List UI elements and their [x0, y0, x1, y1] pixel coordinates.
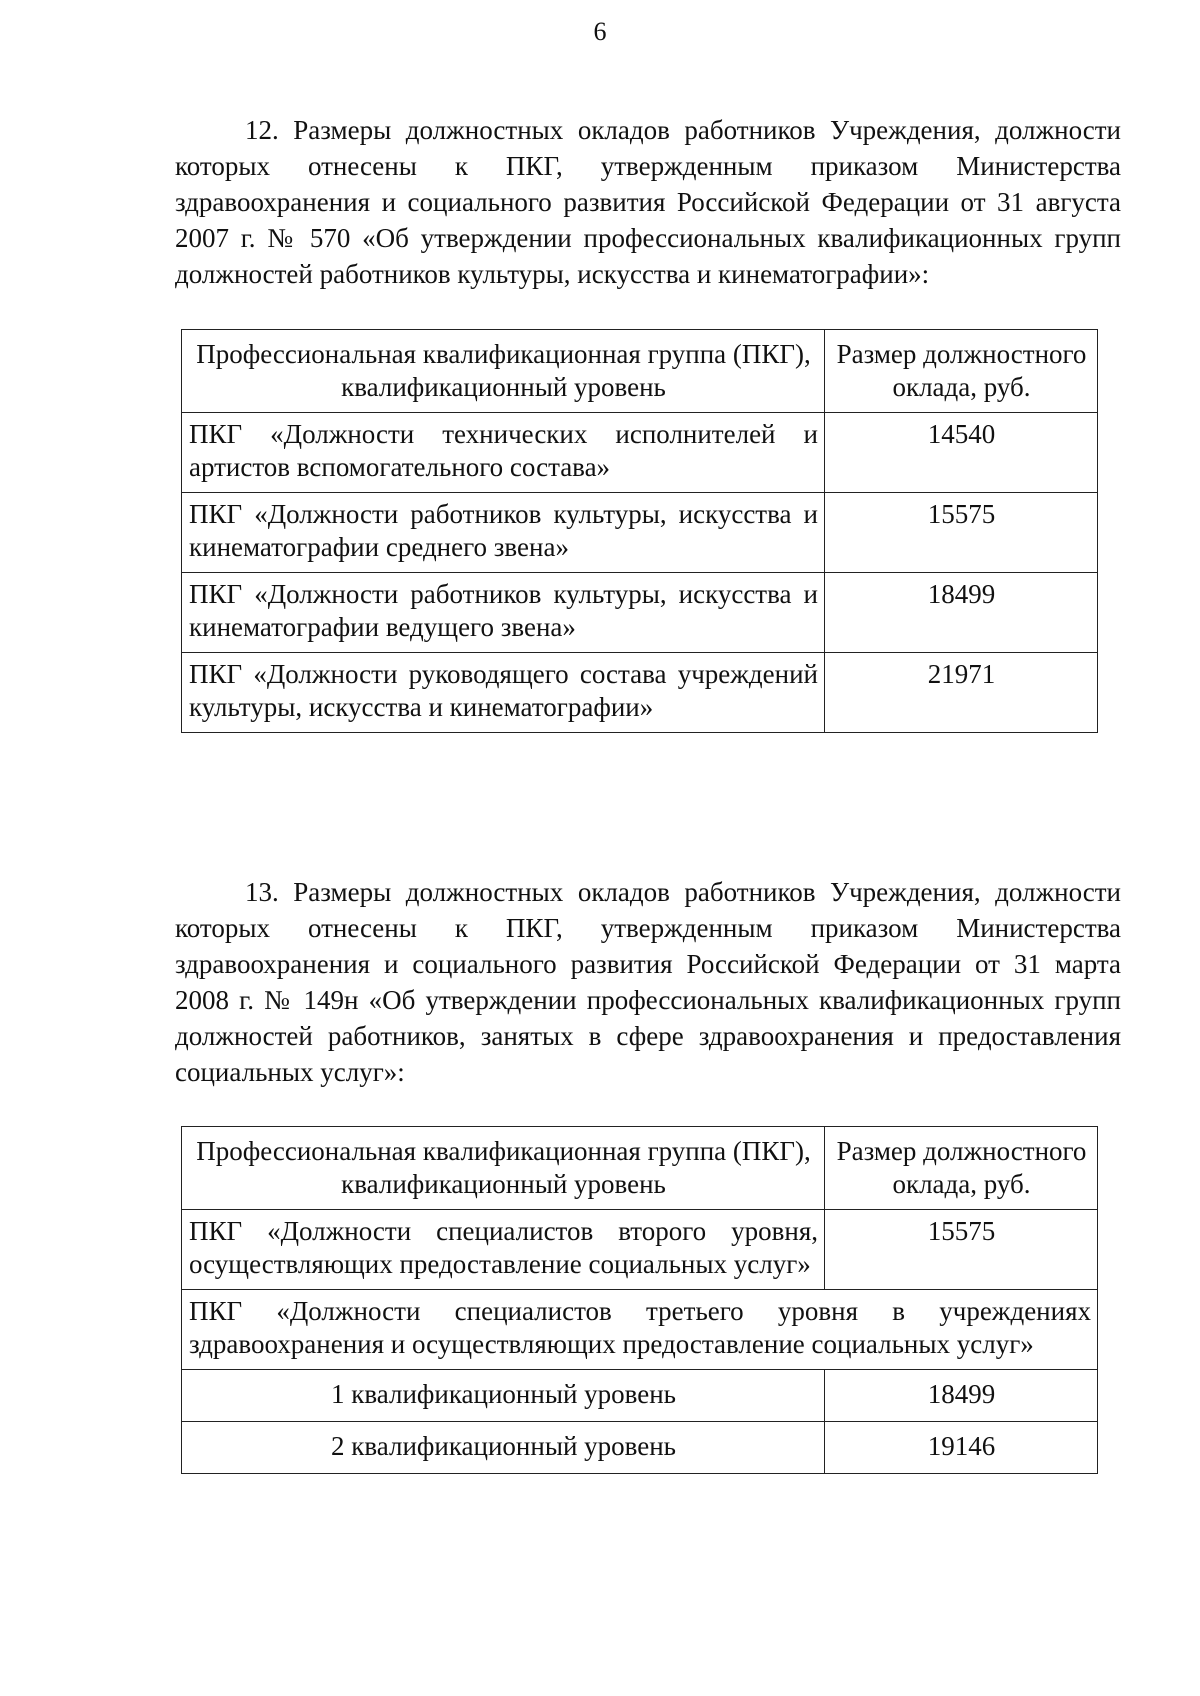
table-row — [182, 1210, 1098, 1290]
group-cell: ПКГ «Должности работников культуры, искусства и кинематографии среднего звена» — [182, 493, 825, 573]
header-salary-cell: Размер должностного оклада, руб. — [825, 330, 1098, 413]
group-cell: ПКГ «Должности специалистов второго уровня, осуществляющих предоставление социальных услуг» — [182, 1210, 825, 1290]
paragraph-12 — [175, 112, 1121, 292]
header-group-cell: Профессиональная квалификационная группа (ПКГ), квалификационный уровень — [182, 330, 825, 413]
group-cell: ПКГ «Должности работников культуры, искусства и кинематографии ведущего звена» — [182, 573, 825, 653]
table-row — [182, 653, 1098, 733]
page-number: 6 — [593, 17, 607, 46]
salary-cell: 15575 — [825, 1210, 1098, 1290]
salary-cell: 14540 — [825, 413, 1098, 493]
salary-table-culture — [181, 329, 1098, 733]
table-header-row — [182, 1127, 1098, 1210]
group-cell: ПКГ «Должности технических исполнителей и артистов вспомогательного состава» — [182, 413, 825, 493]
table-header-row — [182, 330, 1098, 413]
paragraph-12-text: 12. Размеры должностных окладов работников Учреждения, должности которых отнесены к ПКГ, утвержденным приказом Министерства здравоохранения и социального развития Российской Федерации от 31 августа 2007 г. № 570 «Об утверждении профессиональных квалификационных групп должностей работников культуры, искусства и кинематографии»: — [175, 115, 1121, 289]
level-cell: 2 квалификационный уровень — [182, 1422, 825, 1474]
paragraph-13-text: 13. Размеры должностных окладов работников Учреждения, должности которых отнесены к ПКГ, утвержденным приказом Министерства здравоохранения и социального развития Российской Федерации от 31 марта 2008 г. № 149н «Об утверждении профессиональных квалификационных групп должностей работников, занятых в сфере здравоохранения и предоставления социальных услуг»: — [175, 877, 1121, 1087]
header-salary-cell: Размер должностного оклада, руб. — [825, 1127, 1098, 1210]
table-row — [182, 493, 1098, 573]
table-row — [182, 1422, 1098, 1474]
level-cell: 1 квалификационный уровень — [182, 1370, 825, 1422]
section-title-cell: ПКГ «Должности специалистов третьего уровня в учреждениях здравоохранения и осуществляющих предоставление социальных услуг» — [182, 1290, 1098, 1370]
salary-cell: 15575 — [825, 493, 1098, 573]
group-cell: ПКГ «Должности руководящего состава учреждений культуры, искусства и кинематографии» — [182, 653, 825, 733]
table-row — [182, 1370, 1098, 1422]
table-section-row — [182, 1290, 1098, 1370]
salary-table-health — [181, 1126, 1098, 1474]
salary-cell: 19146 — [825, 1422, 1098, 1474]
table-row — [182, 413, 1098, 493]
salary-cell: 21971 — [825, 653, 1098, 733]
paragraph-13 — [175, 874, 1121, 1090]
header-group-cell: Профессиональная квалификационная группа (ПКГ), квалификационный уровень — [182, 1127, 825, 1210]
salary-cell: 18499 — [825, 573, 1098, 653]
table-row — [182, 573, 1098, 653]
salary-cell: 18499 — [825, 1370, 1098, 1422]
